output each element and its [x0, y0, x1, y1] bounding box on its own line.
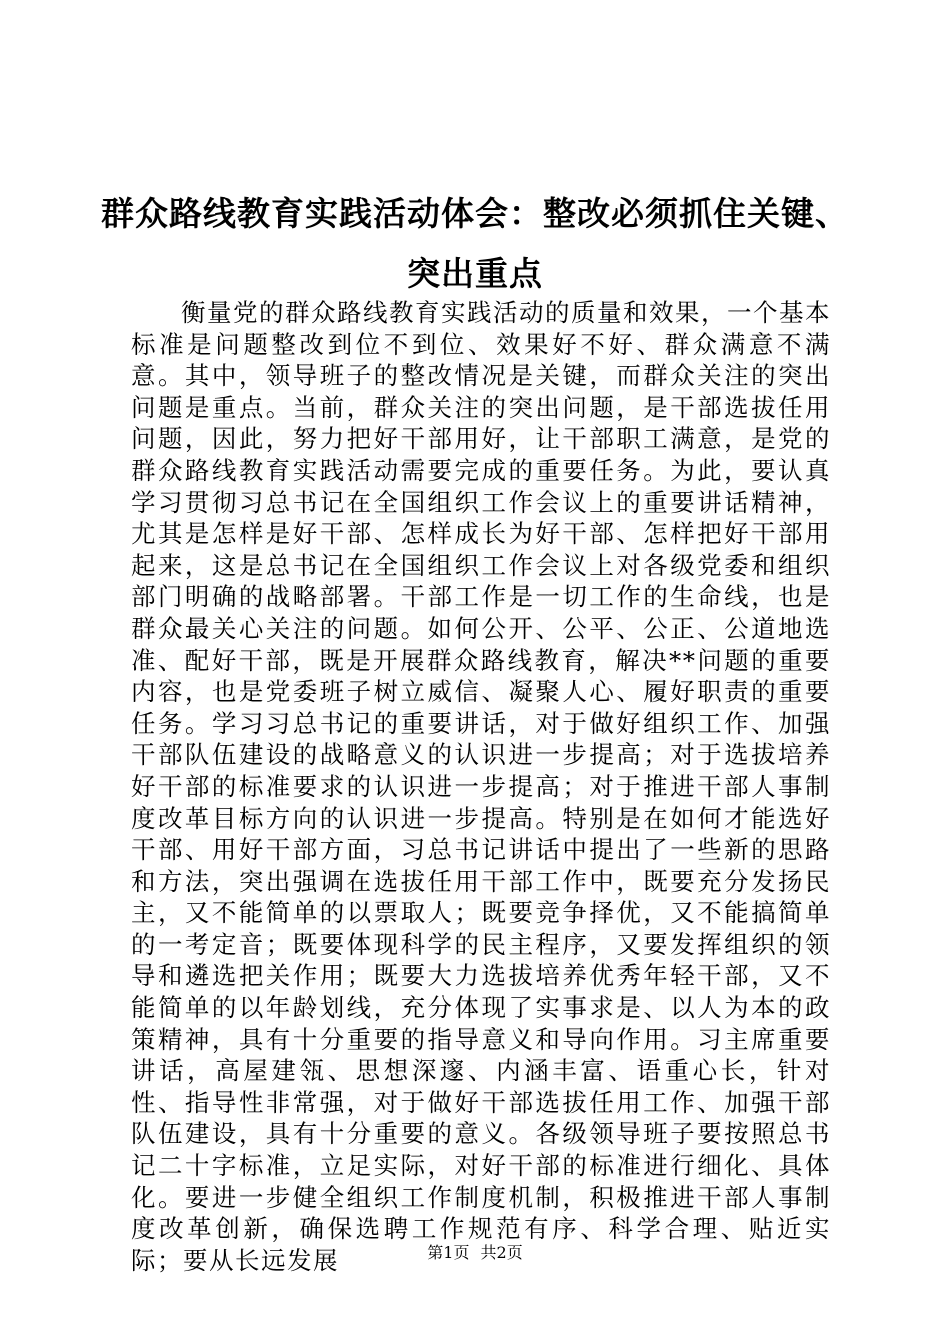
page-number-current: 第1页: [427, 1243, 470, 1262]
page-number-total: 共2页: [480, 1243, 523, 1262]
document-title: 群众路线教育实践活动体会：整改必须抓住关键、突出重点: [101, 194, 849, 293]
document-body-paragraph: 衡量党的群众路线教育实践活动的质量和效果，一个基本标准是问题整改到位不到位、效果好不好、群众满意不满意。其中，领导班子的整改情况是关键，而群众关注的突出问题是重点。当前，群众关注的突出问题，是干部选拔任用问题，因此，努力把好干部用好，让干部职工满意，是党的群众路线教育实践活动需要完成的重要任务。为此，要认真学习贯彻习总书记在全国组织工作会议上的重要讲话精神，尤其是怎样是好干部、怎样成长为好干部、怎样把好干部用起来，这是总书记在全国组织工作会议上对各级党委和组织部门明确的战略部署。干部工作是一切工作的生命线，也是群众最关心关注的问题。如何公开、公平、公正、公道地选准、配好干部，既是开展群众路线教育，解决**问题的重要内容，也是党委班子树立威信、凝聚人心、履好职责的重要任务。学习习总书记的重要讲话，对于做好组织工作、加强干部队伍建设的战略意义的认识进一步提高；对于选拔培养好干部的标准要求的认识进一步提高；对于推进干部人事制度改革目标方向的认识进一步提高。特别是在如何才能选好干部、用好干部方面，习总书记讲话中提出了一些新的思路和方法，突出强调在选拔任用干部工作中，既要充分发扬民主，又不能简单的以票取人；既要竞争择优，又不能搞简单的一考定音；既要体现科学的民主程序，又要发挥组织的领导和遴选把关作用；既要大力选拔培养优秀年轻干部，又不能简单的以年龄划线，充分体现了实事求是、以人为本的政策精神，具有十分重要的指导意义和导向作用。习主席重要讲话，高屋建瓴、思想深邃、内涵丰富、语重心长，针对性、指导性非常强，对于做好干部选拔任用工作、加强干部队伍建设，具有十分重要的意义。各级领导班子要按照总书记二十字标准，立足实际，对好干部的标准进行细化、具体化。要进一步健全组织工作制度机制，积极推进干部人事制度改革创新，确保选聘工作规范有序、科学合理、贴近实际；要从长远发展: [131, 298, 831, 1275]
page-footer: [0, 1243, 950, 1263]
